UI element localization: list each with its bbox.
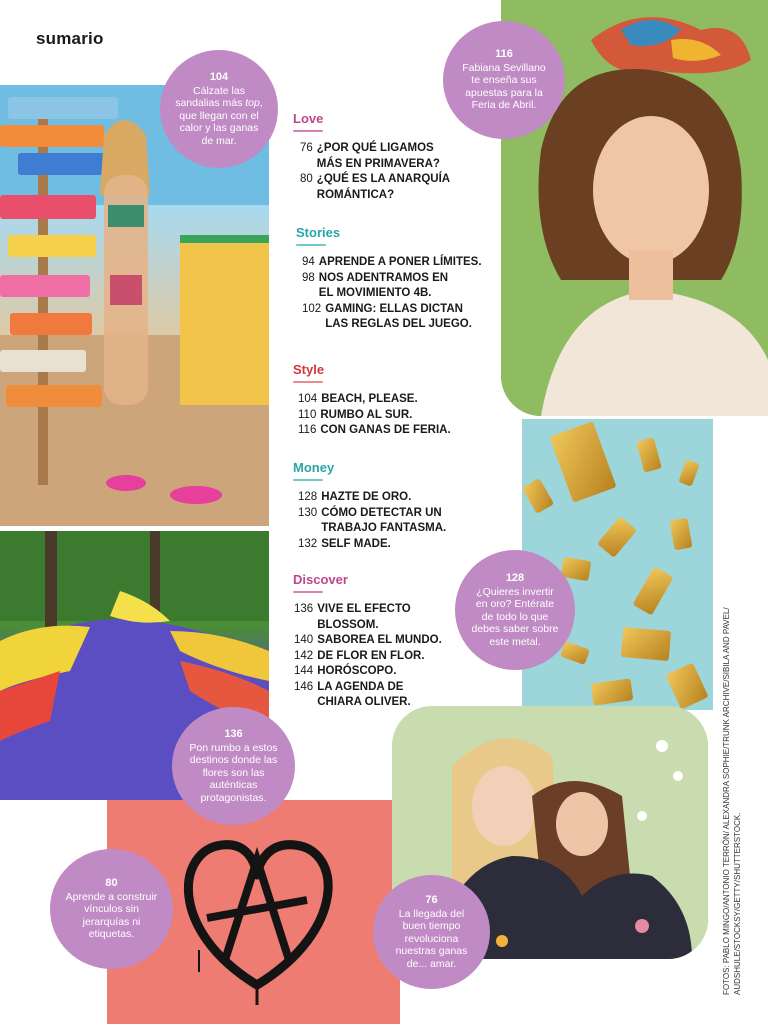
page-section-title: sumario: [36, 29, 104, 48]
gold-bar-shape: [522, 478, 554, 514]
toc-category-title: Money: [293, 460, 334, 481]
toc-title: ¿QUÉ ES LA ANARQUÍA ROMÁNTICA?: [316, 173, 451, 201]
toc-entry[interactable]: [294, 680, 442, 711]
toc-page-number: 144: [294, 665, 314, 677]
caption-bubble-136: [172, 707, 295, 825]
toc-title: RUMBO AL SUR.: [320, 408, 413, 421]
caption-bubble-128: [455, 550, 575, 670]
toc-section-discover: [293, 571, 442, 711]
toc-entry[interactable]: [302, 302, 482, 333]
toc-title: BEACH, PLEASE.: [321, 393, 418, 405]
gold-bar-shape: [636, 437, 662, 473]
toc-entry[interactable]: [298, 537, 446, 553]
toc-section-money: [293, 459, 446, 552]
gold-bar-shape: [665, 662, 708, 709]
bubble-text: Pon rumbo a estos destinos donde las flores son las auténticas protagonistas.: [189, 741, 278, 804]
toc-entry[interactable]: [298, 408, 451, 424]
toc-category-title: Style: [293, 362, 324, 383]
gold-bar-shape: [678, 459, 699, 486]
toc-title: SABOREA EL MUNDO.: [317, 634, 442, 646]
toc-title: HAZTE DE ORO.: [321, 491, 412, 503]
toc-section-stories: [296, 224, 482, 333]
toc-page-number: 146: [294, 680, 314, 693]
bubble-page-number: 128: [505, 572, 525, 584]
caption-bubble-76: [373, 875, 490, 989]
gold-bar-shape: [670, 518, 693, 551]
bubble-text: ¿Quieres invertir en oro? Entérate de todo lo que debes saber sobre este metal.: [471, 585, 559, 648]
toc-title: CON GANAS DE FERIA.: [320, 424, 451, 436]
toc-title: ¿POR QUÉ LIGAMOS MÁS EN PRIMAVERA?: [316, 142, 440, 170]
gold-bar-shape: [597, 516, 637, 558]
toc-page-number: 104: [298, 393, 318, 405]
photo-credits: FOTOS: PABLO MINGO/ANTONIO TERRÓN/ ALEXANDRA SOPHIE/TRUNK ARCHIVE/SIBILA AND PAVEL/ AUDSHULE/STOCKSY/GETTY/SHUTTERSTOCK.: [722, 607, 742, 995]
toc-category-title: Discover: [293, 572, 348, 593]
toc-page-number: 110: [298, 408, 317, 421]
toc-entry[interactable]: [298, 392, 451, 408]
bubble-page-number: 80: [105, 877, 118, 890]
toc-title: CÓMO DETECTAR UN TRABAJO FANTASMA.: [321, 506, 447, 534]
gold-bar-shape: [549, 421, 616, 503]
toc-entry[interactable]: [302, 255, 482, 271]
gold-bar-shape: [632, 566, 673, 615]
toc-page-number: 128: [298, 491, 318, 503]
toc-page-number: 76: [300, 142, 313, 154]
toc-entry[interactable]: [300, 172, 450, 203]
bubble-text: Aprende a construir vínculos sin jerarquías ni etiquetas.: [65, 890, 158, 941]
toc-page-number: 116: [298, 424, 317, 436]
toc-title: NOS ADENTRAMOS EN EL MOVIMIENTO 4B.: [318, 271, 449, 299]
bubble-text: La llegada del buen tiempo revoluciona nuestras ganas de... amar.: [395, 907, 468, 970]
toc-entry[interactable]: [294, 602, 442, 633]
toc-title: GAMING: ELLAS DICTAN LAS REGLAS DEL JUEGO.: [325, 302, 472, 330]
toc-title: APRENDE A PONER LÍMITES.: [318, 256, 482, 268]
toc-page-number: 102: [302, 302, 322, 315]
bubble-page-number: 116: [495, 48, 513, 61]
toc-page-number: 80: [300, 173, 313, 185]
toc-category-title: Stories: [296, 225, 340, 246]
toc-category-title: Love: [293, 111, 323, 132]
bubble-page-number: 104: [209, 71, 229, 83]
toc-entry[interactable]: [302, 271, 482, 302]
toc-entry[interactable]: [298, 423, 451, 439]
gold-bar-shape: [591, 678, 634, 705]
toc-page-number: 130: [298, 506, 318, 519]
bubble-text: Fabiana Sevillano te enseña sus apuestas para la Feria de Abril.: [462, 61, 546, 112]
gold-bar-shape: [621, 627, 671, 661]
toc-page-number: 136: [294, 603, 314, 615]
toc-title: DE FLOR EN FLOR.: [317, 649, 425, 662]
toc-entry[interactable]: [294, 633, 442, 649]
toc-title: VIVE EL EFECTO BLOSSOM.: [317, 603, 411, 631]
caption-bubble-116: [443, 21, 565, 139]
toc-entry[interactable]: [300, 141, 450, 172]
toc-title: LA AGENDA DE CHIARA OLIVER.: [317, 680, 411, 708]
toc-page-number: 98: [302, 271, 315, 284]
bubble-page-number: 136: [224, 728, 243, 740]
toc-title: SELF MADE.: [321, 537, 391, 550]
toc-entry[interactable]: [294, 664, 442, 680]
caption-bubble-104: [160, 50, 278, 168]
gold-bar-shape: [560, 641, 590, 665]
toc-title: HORÓSCOPO.: [317, 665, 397, 677]
toc-page-number: 94: [302, 256, 315, 268]
toc-entry[interactable]: [298, 490, 446, 506]
toc-entry[interactable]: [298, 506, 446, 537]
toc-section-style: [293, 361, 451, 439]
toc-page-number: 140: [294, 634, 314, 646]
bubble-text: Cálzate las sandalias más top, que llegan con el calor y las ganas de mar.: [175, 84, 263, 147]
toc-section-love: [293, 110, 450, 203]
caption-bubble-80: [50, 849, 173, 969]
toc-page-number: 132: [298, 537, 318, 550]
toc-entry[interactable]: [294, 649, 442, 665]
toc-page-number: 142: [294, 649, 314, 662]
bubble-page-number: 76: [425, 894, 438, 906]
